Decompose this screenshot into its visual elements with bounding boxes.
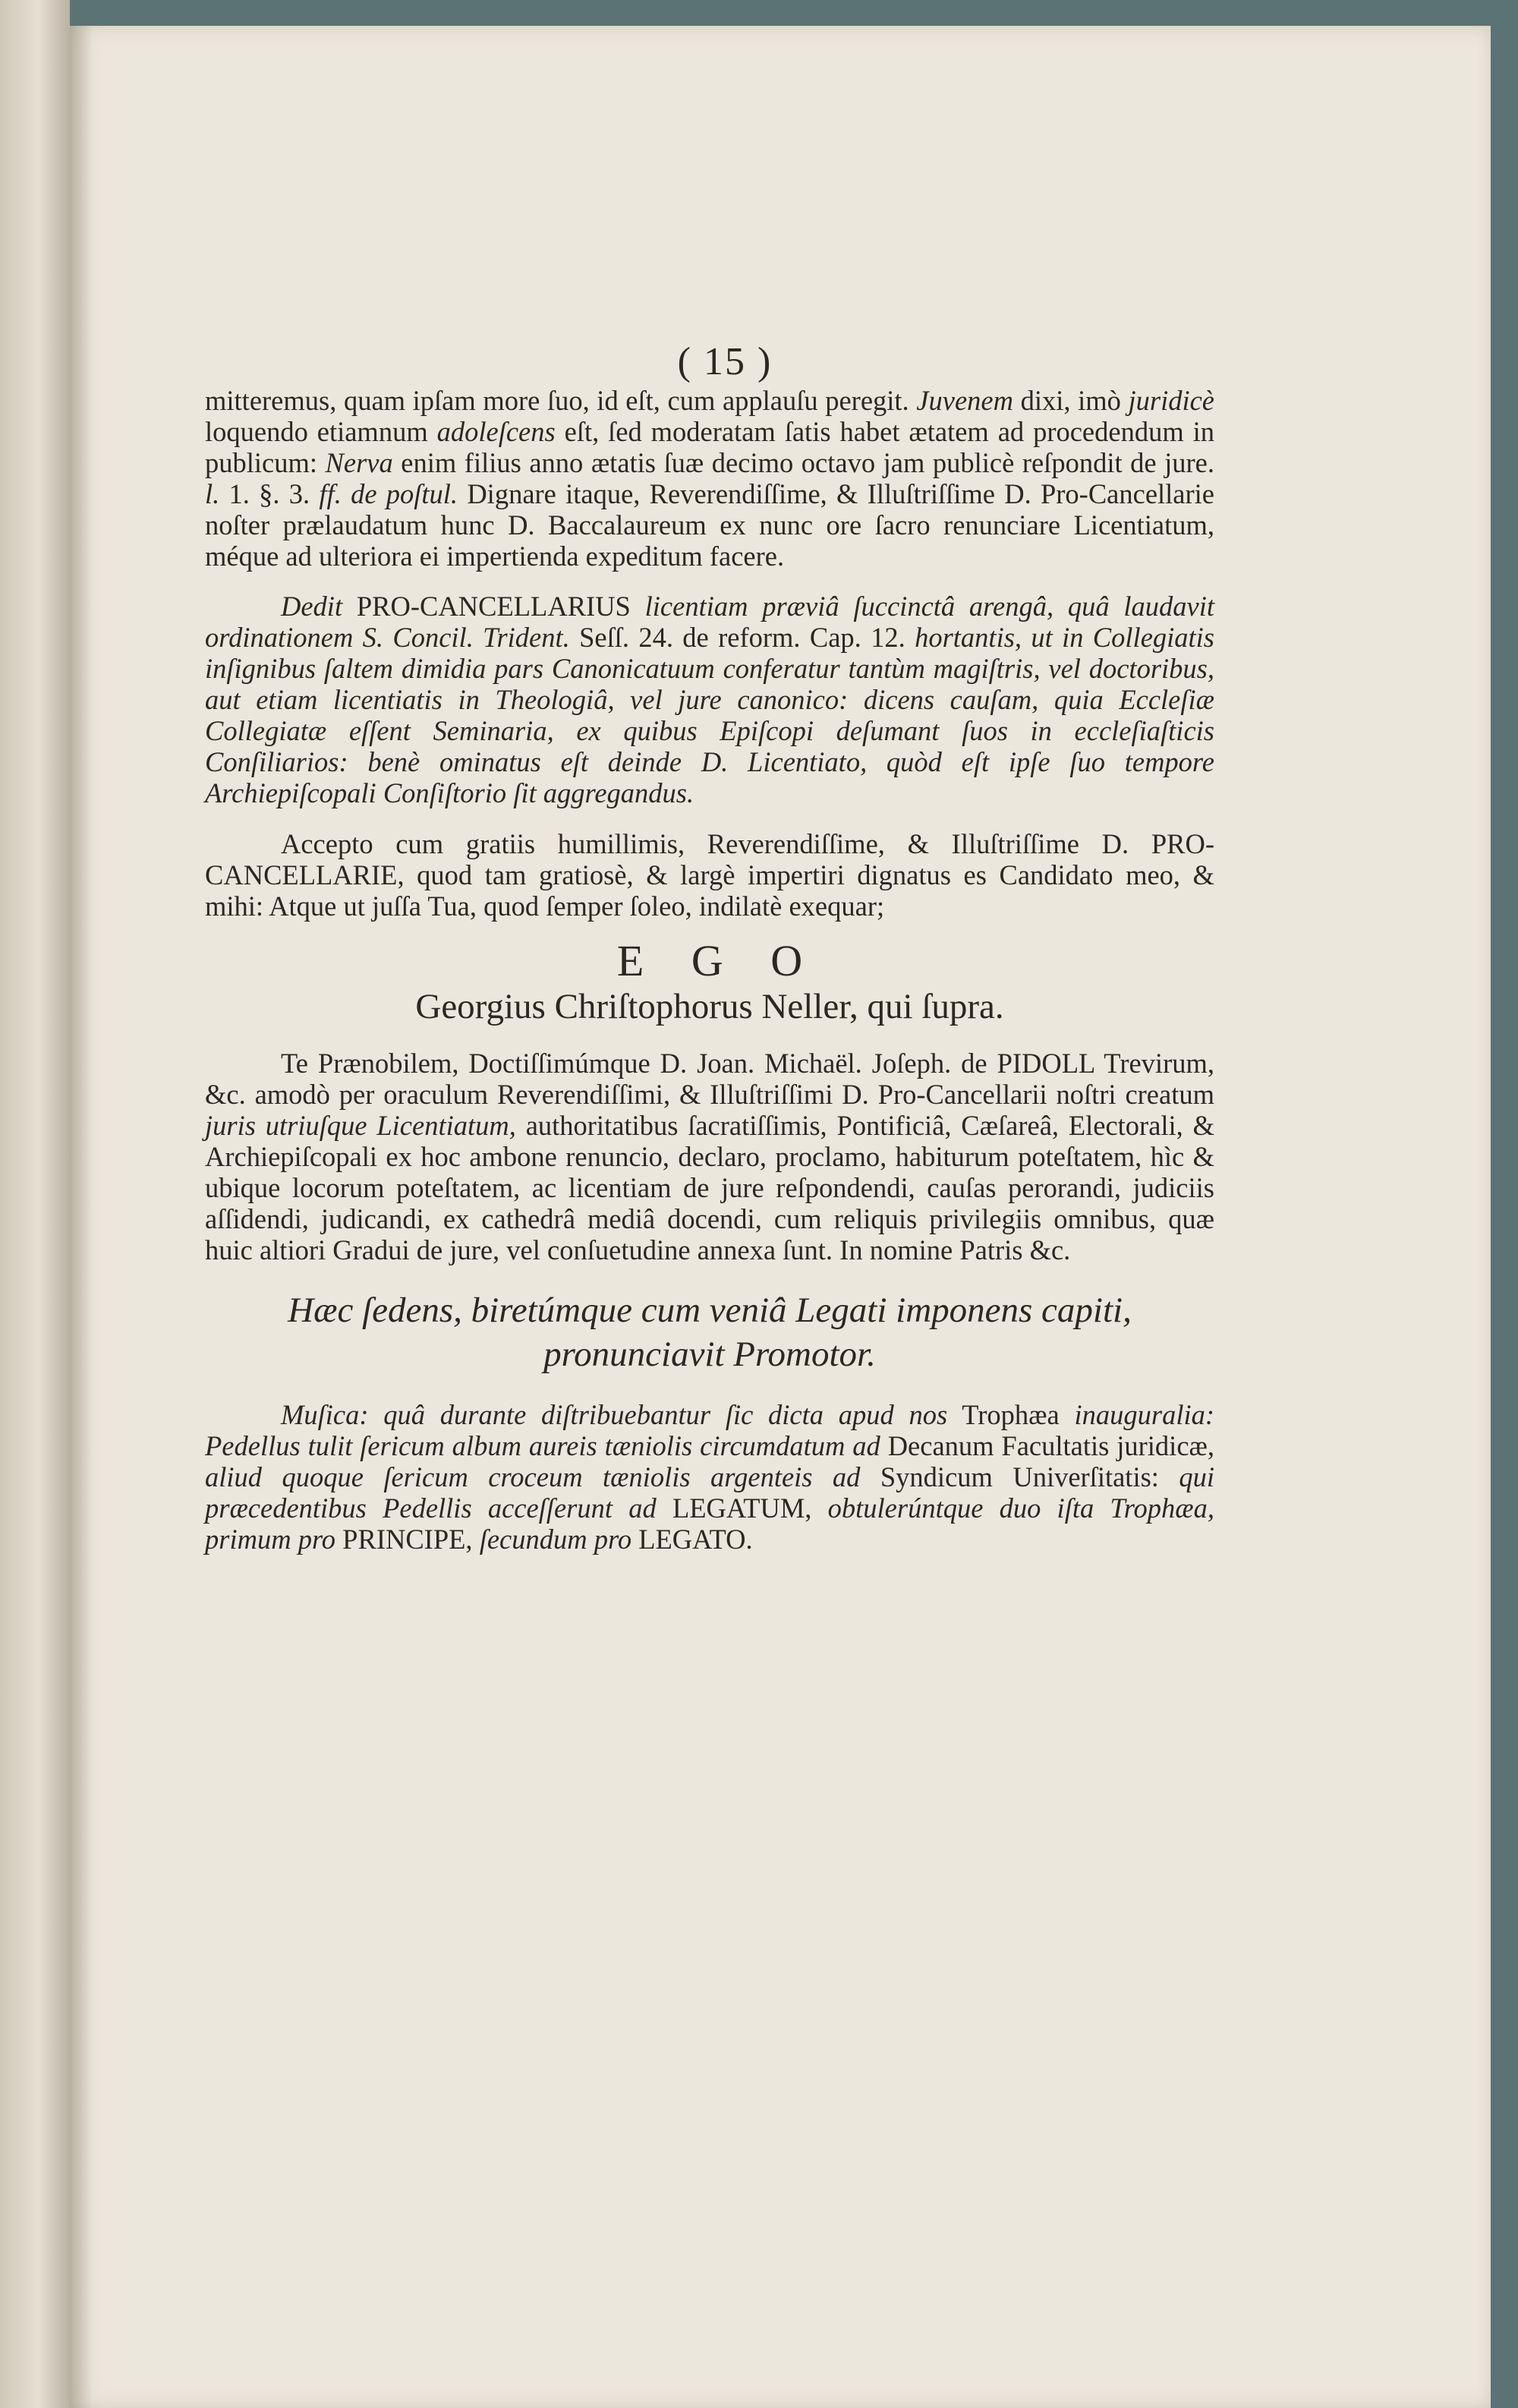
paragraph-1 (205, 385, 1214, 572)
p5-text-g: qui præcedentibus Pedellis acceſſerunt ad (205, 1461, 1215, 1524)
p1-text-i: enim filius anno ætatis ſuæ decimo octavo jam publicè reſpondit de jure. (401, 447, 1214, 478)
p1-adolescens: adoleſcens (436, 416, 556, 447)
signature-line: Georgius Chriſtophorus Neller, qui ſupra. (415, 987, 1004, 1026)
p5-text-c: inauguralia: Pedellus tulit ſericum album aureis tæniolis circumdatum ad (205, 1399, 1215, 1461)
p5-decanum: Decanum Facultatis juridicæ, (887, 1430, 1214, 1461)
p5-text-k: ſecundum pro (479, 1524, 632, 1555)
p5-trophaea: Trophæa (962, 1399, 1060, 1430)
proclamation-line-2: pronunciavit Promotor. (543, 1335, 876, 1374)
paragraph-2 (205, 591, 1214, 808)
p5-text-e: aliud quoque ſericum croceum tæniolis argenteis ad (205, 1461, 861, 1492)
p1-text-c: dixi, imò (1020, 385, 1121, 416)
p4-text-a: Te Prænobilem, Doctiſſimúmque D. Joan. Michaël. Joſeph. de PIDOLL Trevirum, &c. amodò per oraculum Reverendiſſimi, & Illuſtriſſimi D. Pro-Cancellarii noſtri creatum (205, 1048, 1214, 1110)
proclamation (205, 1288, 1214, 1376)
p1-text-m: Dignare itaque, Reverendiſſime, & Illuſtriſſime D. Pro-Cancellarie noſter prælaudatum hunc D. Baccalaureum ex nunc ore ſacro renunciare Licentiatum, méque ad ulteriora ei impertienda expeditum facere. (205, 478, 1214, 572)
p5-syndicum: Syndicum Univerſitatis: (880, 1461, 1159, 1492)
p1-text-e: loquendo etiamnum (205, 416, 428, 447)
facing-page-edge (0, 0, 70, 2408)
p2-text-e: hortantis, ut in Collegiatis inſignibus ſaltem dimidia pars Canonicatuum conferatur tantùm magiſtris, vel doctoribus, aut etiam licentiatis in Theologiâ, vel jure canonico: dicens cauſam, quia Eccleſiæ Collegiatæ eſſent Seminaria, ex quibus Epiſcopi deſumant ſuos in eccleſiaſticis Conſiliarios: benè ominatus eſt deinde D. Licentiato, quòd eſt ipſe ſuo tempore Archiepiſcopali Conſiſtorio ſit aggregandus. (205, 622, 1215, 808)
page-number: ( 15 ) (677, 340, 773, 383)
ego-heading: E G O (616, 936, 821, 985)
p4-text-c: authoritatibus ſacratiſſimis, Pontificiâ, Cæſareâ, Electorali, & Archiepiſcopali ex hoc ambone renuncio, declaro, proclamo, habiturum poteſtatem, hìc & ubique locorum poteſtatem, ac licentiam de jure reſpondendi, cauſas perorandi, judiciis aſſidendi, judicandi, ex cathedrâ mediâ docendi, cum reliquis privilegiis omnibus, quæ huic altiori Gradui de jure, vel conſuetudine annexa ſunt. In nomine Patris &c. (205, 1110, 1214, 1265)
paragraph-3: Accepto cum gratiis humillimis, Reverendiſſime, & Illuſtriſſime D. PRO-CANCELLARIE, quod tam gratiosè, & largè impertiri dignatus es Candidato meo, & mihi: Atque ut juſſa Tua, quod ſemper ſoleo, indilatè exequar; (205, 828, 1214, 922)
proclamation-line-1: Hæc ſedens, biretúmque cum veniâ Legati imponens capiti, (288, 1291, 1132, 1330)
p5-text-a: Muſica: quâ durante diſtribuebantur ſic dicta apud nos (281, 1399, 948, 1430)
p1-digest: ff. de poſtul. (319, 478, 458, 509)
p4-degree: juris utriuſque Licentiatum, (205, 1110, 516, 1141)
page-text-block (205, 341, 1214, 1555)
p1-text-g: eſt, ſed moderatam ſatis habet ætatem ad procedendum in publicum: (205, 416, 1215, 478)
paragraph-5 (205, 1399, 1214, 1555)
p2-session-ref: Seſſ. 24. de reform. Cap. 12. (579, 622, 905, 653)
p5-text-i: obtulerúntque duo iſta Trophæa, primum pro (205, 1492, 1215, 1555)
p1-lex: l. (205, 478, 220, 509)
p2-pro-cancellarius: PRO-CANCELLARIUS (356, 591, 631, 622)
p1-juvenem: Juvenem (916, 385, 1013, 416)
p1-juridice: juridicè (1128, 385, 1215, 416)
page-gutter-shadow (70, 26, 93, 2408)
p5-legatum: LEGATUM, (672, 1492, 812, 1524)
document-page (70, 26, 1491, 2408)
p5-principe: PRINCIPE, (342, 1524, 473, 1555)
paragraph-4 (205, 1048, 1214, 1265)
p2-text-c: licentiam præviâ ſuccinctâ arengâ, quâ laudavit ordinationem S. Concil. Trident. (205, 591, 1215, 653)
p1-citation: 1. §. 3. (228, 478, 310, 509)
p1-nerva: Nerva (325, 447, 393, 478)
p1-text-a: mitteremus, quam ipſam more ſuo, id eſt, cum applauſu peregit. (205, 385, 909, 416)
p5-legato: LEGATO. (638, 1524, 753, 1555)
p2-dedit: Dedit (281, 591, 343, 622)
